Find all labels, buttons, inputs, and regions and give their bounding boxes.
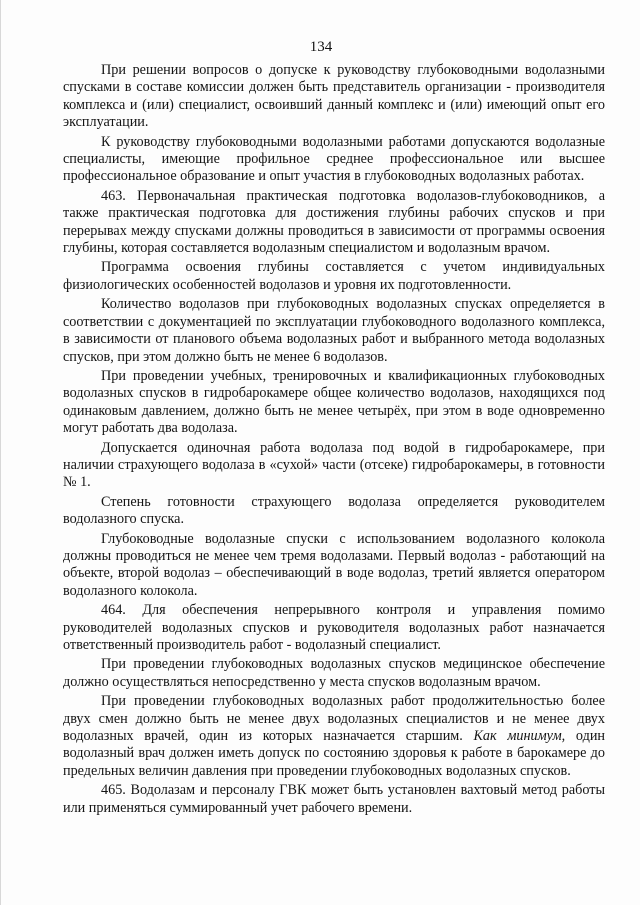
document-body xyxy=(63,62,605,819)
paragraph-465: 465. Водолазам и персоналу ГВК может быть установлен вахтовый метод работы или применяться суммированный учет рабочего времени. xyxy=(63,782,605,816)
paragraph-12-text-start: При проведении глубоководных водолазных работ продолжительностью более двух смен должно быть не менее двух водолазных специалистов и не менее двух водолазных врачей, один из которых назначается старшим. xyxy=(63,693,605,745)
paragraph-4: Программа освоения глубины составляется с учетом индивидуальных физиологических особенностей водолазов и уровня их подготовленности. xyxy=(63,259,605,293)
paragraph-463: 463. Первоначальная практическая подготовка водолазов-глубоководников, а также практическая подготовка для достижения глубины рабочих спусков и при перерывах между спусками должны проводиться в зависимости от программы освоения глубины, которая составляется водолазным специалистом и водолазным врачом. xyxy=(63,187,605,257)
paragraph-5: Количество водолазов при глубоководных водолазных спусках определяется в соответствии с документацией по эксплуатации глубоководного водолазного комплекса, в зависимости от планового объема водолазных работ и выбранного метода водолазных спусков, при этом должно быть не менее 6 водолазов. xyxy=(63,296,605,365)
paragraph-12-text-end: один водолазный врач должен иметь допуск по состоянию здоровья к работе в барокамере до предельных величин давления при проведении глубоководных водолазных спусков. xyxy=(63,728,606,779)
paragraph-9: Глубоководные водолазные спуски с использованием водолазного колокола должны проводиться не менее чем тремя водолазами. Первый водолаз - работающий на объекте, второй водолаз – обеспечивающий в воде водолаз, третий является оператором водолазного колокола. xyxy=(63,530,605,599)
paragraph-12-italic: Как минимум, xyxy=(473,728,566,745)
paragraph-12 xyxy=(63,693,605,780)
paragraph-1: При решении вопросов о допуске к руководству глубоководными водолазными спусками в составе комиссии должен быть представитель организации - производителя комплекса и (или) специалист, освоивший данный комплекс и (или) имеющий опыт его эксплуатации. xyxy=(63,62,605,131)
paragraph-464: 464. Для обеспечения непрерывного контроля и управления помимо руководителей водолазных спусков и руководителя водолазных работ назначается ответственный производитель работ - водолазный специалист. xyxy=(63,602,605,653)
paragraph-8: Степень готовности страхующего водолаза определяется руководителем водолазного спуска. xyxy=(63,493,605,528)
paragraph-7: Допускается одиночная работа водолаза под водой в гидробарокамере, при наличии страхующего водолаза в «сухой» части (отсеке) гидробарокамеры, в готовности № 1. xyxy=(63,439,605,491)
paragraph-11: При проведении глубоководных водолазных спусков медицинское обеспечение должно осуществляться непосредственно у места спусков водолазным врачом. xyxy=(63,656,605,690)
paragraph-6: При проведении учебных, тренировочных и квалификационных глубоководных водолазных спусков в гидробарокамере общее количество водолазов, находящихся под одинаковым давлением, должно быть не менее четырёх, при этом в воде одновременно могут работать два водолаза. xyxy=(63,367,605,437)
paragraph-2: К руководству глубоководными водолазными работами допускаются водолазные специалисты, имеющие профильное среднее профессиональное или высшее профессиональное образование и опыт участия в глубоководных водолазных работах. xyxy=(63,133,605,185)
page-number: 134 xyxy=(309,39,333,55)
